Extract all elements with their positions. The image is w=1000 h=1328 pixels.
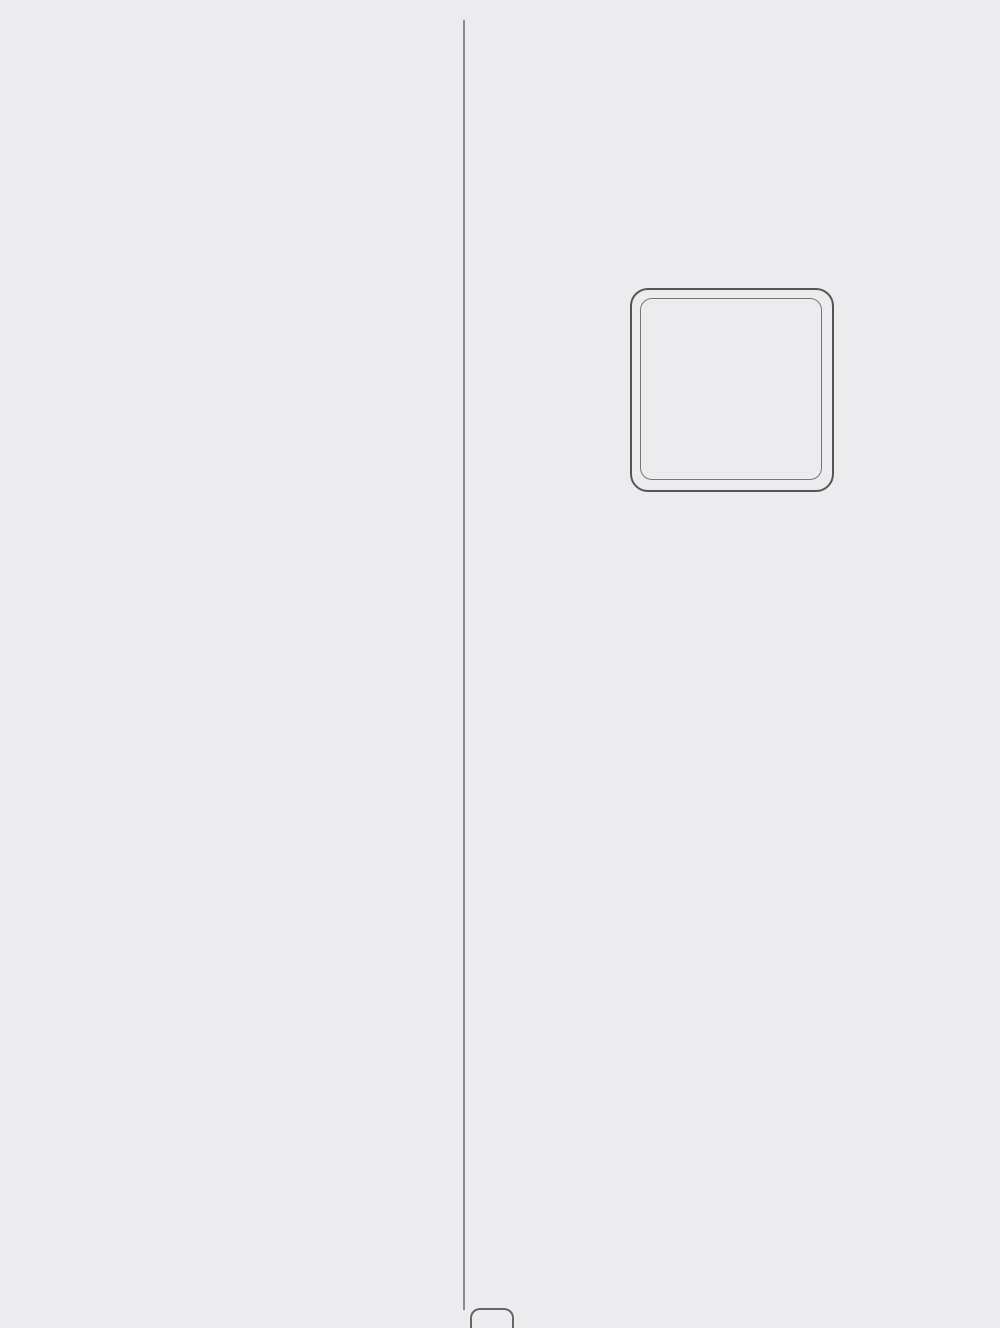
watermark-stamp	[630, 288, 834, 492]
column-divider	[463, 20, 465, 1310]
matching-lines	[14, 0, 454, 1326]
stamp-inner-border	[640, 298, 822, 480]
page-footer-ornament	[470, 1308, 514, 1328]
